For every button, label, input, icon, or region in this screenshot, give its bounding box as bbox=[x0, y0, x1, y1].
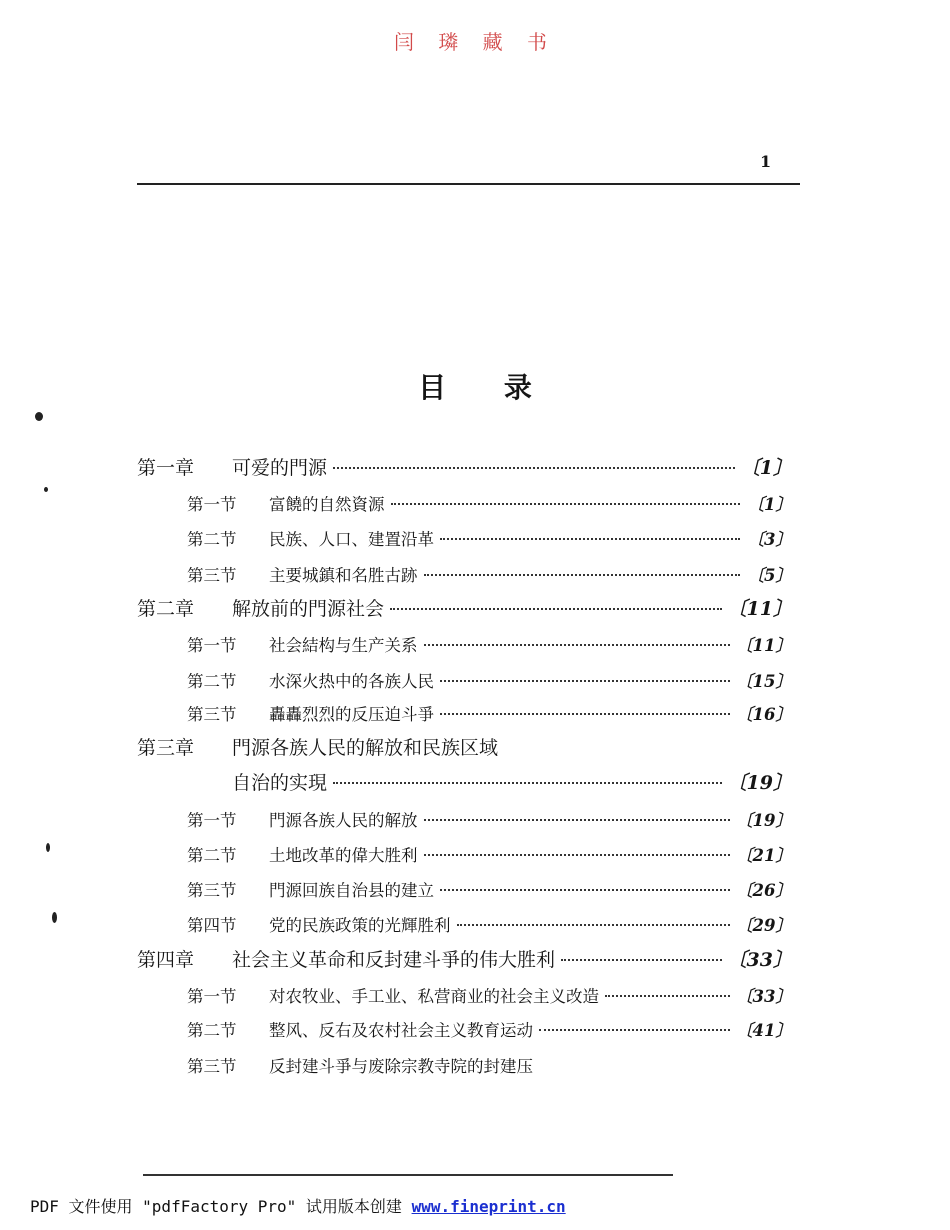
chapter-label: 第一章 bbox=[137, 457, 195, 479]
toc-chapter-continuation bbox=[232, 770, 792, 796]
dot-leader bbox=[424, 644, 731, 646]
page-reference: 〔16〕 bbox=[736, 705, 792, 724]
page-reference: 〔29〕 bbox=[736, 916, 792, 935]
section-label: 第三节 bbox=[187, 566, 237, 585]
dot-leader bbox=[440, 889, 730, 891]
toc-section-entry bbox=[187, 492, 792, 518]
chapter-title: 自治的实現 bbox=[232, 772, 328, 794]
chapter-title: 可爱的門源 bbox=[232, 457, 328, 479]
chapter-title: 解放前的門源社会 bbox=[232, 598, 385, 620]
chapter-label: 第三章 bbox=[137, 737, 195, 759]
scan-speck bbox=[52, 912, 57, 923]
section-label: 第二节 bbox=[187, 530, 237, 549]
dot-leader bbox=[561, 959, 722, 961]
section-title: 門源各族人民的解放 bbox=[269, 811, 418, 830]
section-title: 对农牧业、手工业、私营商业的社会主义改造 bbox=[269, 987, 599, 1006]
section-label: 第三节 bbox=[187, 881, 237, 900]
toc-chapter-entry bbox=[137, 735, 792, 761]
toc-section-entry bbox=[187, 1054, 792, 1080]
section-label: 第二节 bbox=[187, 846, 237, 865]
dot-leader bbox=[333, 467, 735, 469]
scan-speck bbox=[35, 412, 43, 421]
section-label: 第三节 bbox=[187, 705, 237, 724]
page-reference: 〔1〕 bbox=[740, 457, 792, 479]
dot-leader bbox=[440, 538, 740, 540]
dot-leader bbox=[457, 924, 731, 926]
toc-section-entry bbox=[187, 563, 792, 589]
section-title: 水深火热中的各族人民 bbox=[269, 672, 434, 691]
page-reference: 〔11〕 bbox=[727, 598, 792, 620]
toc-section-entry bbox=[187, 878, 792, 904]
dot-leader bbox=[605, 995, 730, 997]
page-reference: 〔15〕 bbox=[736, 672, 792, 691]
collection-stamp: 闫 璘 藏 书 bbox=[393, 30, 557, 54]
section-label: 第四节 bbox=[187, 916, 237, 935]
section-title: 主要城鎮和名胜古跡 bbox=[269, 566, 418, 585]
page-reference: 〔5〕 bbox=[747, 566, 792, 585]
page-reference: 〔21〕 bbox=[736, 846, 792, 865]
section-title: 民族、人口、建置沿革 bbox=[269, 530, 434, 549]
section-title: 党的民族政策的光輝胜利 bbox=[269, 916, 451, 935]
toc-section-entry bbox=[187, 633, 792, 659]
section-label: 第二节 bbox=[187, 1021, 237, 1040]
footer-link[interactable]: www.fineprint.cn bbox=[411, 1197, 566, 1216]
toc-section-entry bbox=[187, 913, 792, 939]
section-label: 第三节 bbox=[187, 1057, 237, 1076]
page-reference: 〔19〕 bbox=[736, 811, 792, 830]
toc-chapter-entry bbox=[137, 596, 792, 622]
toc-section-entry bbox=[187, 984, 792, 1010]
section-title: 門源回族自治县的建立 bbox=[269, 881, 434, 900]
pdf-footer bbox=[30, 1194, 566, 1217]
toc-chapter-entry bbox=[137, 947, 792, 973]
dot-leader bbox=[424, 819, 731, 821]
section-title: 反封建斗爭与废除宗教寺院的封建压 bbox=[269, 1057, 533, 1076]
section-label: 第一节 bbox=[187, 811, 237, 830]
toc-section-entry bbox=[187, 843, 792, 869]
section-label: 第一节 bbox=[187, 495, 237, 514]
page-reference: 〔11〕 bbox=[736, 636, 792, 655]
page-reference: 〔26〕 bbox=[736, 881, 792, 900]
toc-section-entry bbox=[187, 669, 792, 695]
page-reference: 〔41〕 bbox=[736, 1021, 792, 1040]
section-title: 社会結构与生产关系 bbox=[269, 636, 418, 655]
footer-rule bbox=[143, 1174, 673, 1176]
toc-section-entry bbox=[187, 527, 792, 553]
toc-section-entry bbox=[187, 1018, 792, 1044]
chapter-label: 第四章 bbox=[137, 949, 195, 971]
page-reference: 〔33〕 bbox=[727, 949, 792, 971]
section-title: 轟轟烈烈的反压迫斗爭 bbox=[269, 705, 434, 724]
toc-chapter-entry bbox=[137, 455, 792, 481]
scan-speck bbox=[44, 487, 48, 492]
dot-leader bbox=[424, 574, 741, 576]
section-title: 土地改革的偉大胜利 bbox=[269, 846, 418, 865]
page-reference: 〔3〕 bbox=[747, 530, 792, 549]
header-rule bbox=[137, 183, 800, 185]
section-label: 第一节 bbox=[187, 636, 237, 655]
chapter-title: 門源各族人民的解放和民族区域 bbox=[232, 737, 499, 759]
dot-leader bbox=[390, 608, 722, 610]
section-title: 富饒的自然資源 bbox=[269, 495, 385, 514]
scan-speck bbox=[46, 843, 50, 852]
page-reference: 〔19〕 bbox=[727, 772, 792, 794]
section-label: 第一节 bbox=[187, 987, 237, 1006]
dot-leader bbox=[440, 680, 730, 682]
footer-text: PDF 文件使用 "pdfFactory Pro" 试用版本创建 bbox=[30, 1197, 412, 1216]
dot-leader bbox=[391, 503, 741, 505]
dot-leader bbox=[333, 782, 722, 784]
dot-leader bbox=[539, 1029, 730, 1031]
section-label: 第二节 bbox=[187, 672, 237, 691]
chapter-title: 社会主义革命和反封建斗爭的伟大胜利 bbox=[232, 949, 556, 971]
page-number: 1 bbox=[760, 152, 772, 171]
page-reference: 〔33〕 bbox=[736, 987, 792, 1006]
dot-leader bbox=[440, 713, 730, 715]
chapter-label: 第二章 bbox=[137, 598, 195, 620]
dot-leader bbox=[424, 854, 731, 856]
section-title: 整风、反右及农村社会主义教育运动 bbox=[269, 1021, 533, 1040]
toc-title: 目 录 bbox=[418, 371, 532, 404]
page-reference: 〔1〕 bbox=[747, 495, 792, 514]
toc-section-entry bbox=[187, 702, 792, 728]
toc-section-entry bbox=[187, 808, 792, 834]
